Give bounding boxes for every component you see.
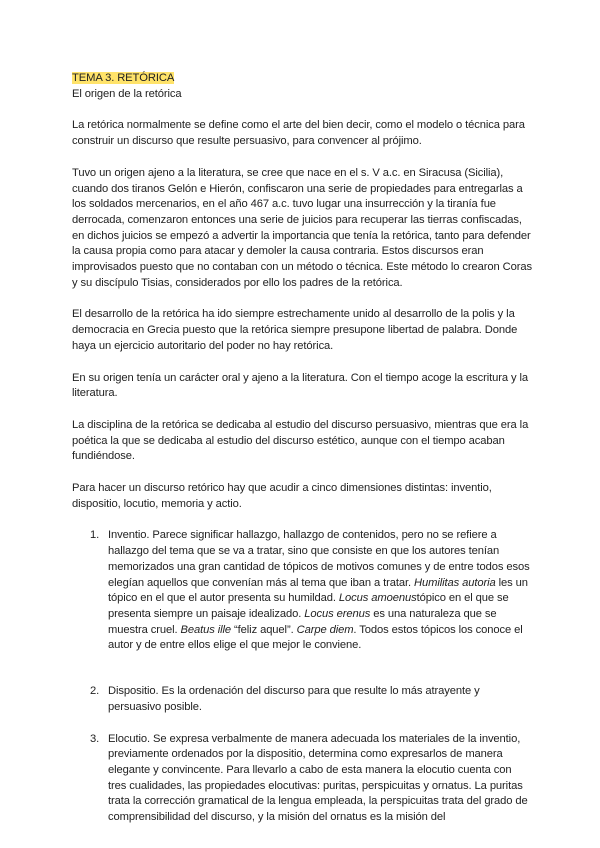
- list-text: “feliz aquel”.: [231, 623, 297, 636]
- paragraph: El desarrollo de la retórica ha ido siempre estrechamente unido al desarrollo de la polis y la democracia en Grecia puesto que la retórica siempre presupone libertad de palabra. Donde haya un ejercicio autoritario del poder no hay retórica.: [72, 308, 518, 352]
- latin-term: Carpe diem: [296, 623, 354, 636]
- latin-term: Humilitas autoria: [414, 576, 496, 589]
- title-line: [72, 71, 532, 87]
- paragraph: Para hacer un discurso retórico hay que acudir a cinco dimensiones distintas: inventio, dispositio, locutio, memoria y actio.: [72, 482, 492, 510]
- list-text: tópico en el que se presenta siempre un paisaje idealizado.: [108, 592, 509, 620]
- list-text: Dispositio. Es la ordenación del discurso para que resulte lo más atrayente y persuasivo posible.: [108, 685, 480, 713]
- latin-term: Locus erenus: [304, 607, 371, 620]
- list-text: es una naturaleza que se muestra cruel.: [108, 607, 497, 636]
- paragraph: La retórica normalmente se define como el arte del bien decir, como el modelo o técnica para construir un discurso que resulte persuasivo, para convencer al prójimo.: [72, 119, 525, 148]
- page-title: TEMA 3. RETÓRICA: [72, 72, 175, 84]
- section-subtitle: El origen de la retórica: [72, 87, 182, 100]
- list-item: [72, 732, 532, 826]
- list-number: 2.: [90, 685, 100, 698]
- latin-term: Beatus ille: [180, 623, 232, 636]
- list-text: Inventio. Parece significar hallazgo, hallazgo de contenidos, pero no se refiere a hallazgo del tema que se va a tratar, sino que consiste en que los autores tenían memorizados una gran cantidad de tópicos de motivos comunes y de entre todos esos elegían aquellos que convenían más al tema que iban a tratar.: [108, 529, 530, 589]
- paragraph: Tuvo un origen ajeno a la literatura, se cree que nace en el s. V a.c. en Siracusa (Sicilia), cuando dos tiranos Gelón e Hierón, confiscaron una serie de propiedades para entregarlas a los soldados mercenarios, en el año 467 a.c. tuvo lugar una insurrección y la tiranía fue derrocada, comenzaron entonces una serie de juicios para recuperar las tierras confiscadas, en dichos juicios se empezó a advertir la importancia que tenía la retórica, tanto para defender la causa propia como para atacar y demoler la causa contraria. Estos discursos eran improvisados puesto que no contaban con un método o técnica. Este método lo crearon Coras y su discípulo Tisias, considerados por ello los padres de la retórica.: [72, 166, 533, 289]
- list-text: Elocutio. Se expresa verbalmente de manera adecuada los materiales de la inventio, previamente ordenados por la dispositio, determina como expresarlos de manera elegante y convincente. Para llevarlo a cabo de esta manera la elocutio cuenta con tres cualidades, las propiedades elocutivas: puritas, perspicuitas y ornatus. La puritas trata la corrección gramatical de la lengua empleada, la perspicuitas trata del grado de comprensibilidad del discurso, y la misión del ornatus es la misión del: [108, 732, 528, 824]
- list-item: [72, 528, 532, 654]
- list-text: . Todos estos tópicos los conoce el autor y de entre ellos elige el que mejor le conviene.: [108, 623, 523, 652]
- document-page: [72, 71, 532, 842]
- list-item: [72, 684, 532, 715]
- list-number: 3.: [90, 732, 100, 745]
- list-number: 1.: [90, 529, 100, 542]
- paragraph: En su origen tenía un carácter oral y ajeno a la literatura. Con el tiempo acoge la escritura y la literatura.: [72, 371, 528, 400]
- latin-term: Locus amoenus: [338, 592, 417, 605]
- paragraph: La disciplina de la retórica se dedicaba al estudio del discurso persuasivo, mientras que era la poética la que se dedicaba al estudio del discurso estético, aunque con el tiempo acaban fundiéndose.: [72, 418, 529, 463]
- list-text: les un tópico en el que el autor presenta su humildad.: [108, 576, 528, 605]
- dimensions-list: [72, 528, 532, 825]
